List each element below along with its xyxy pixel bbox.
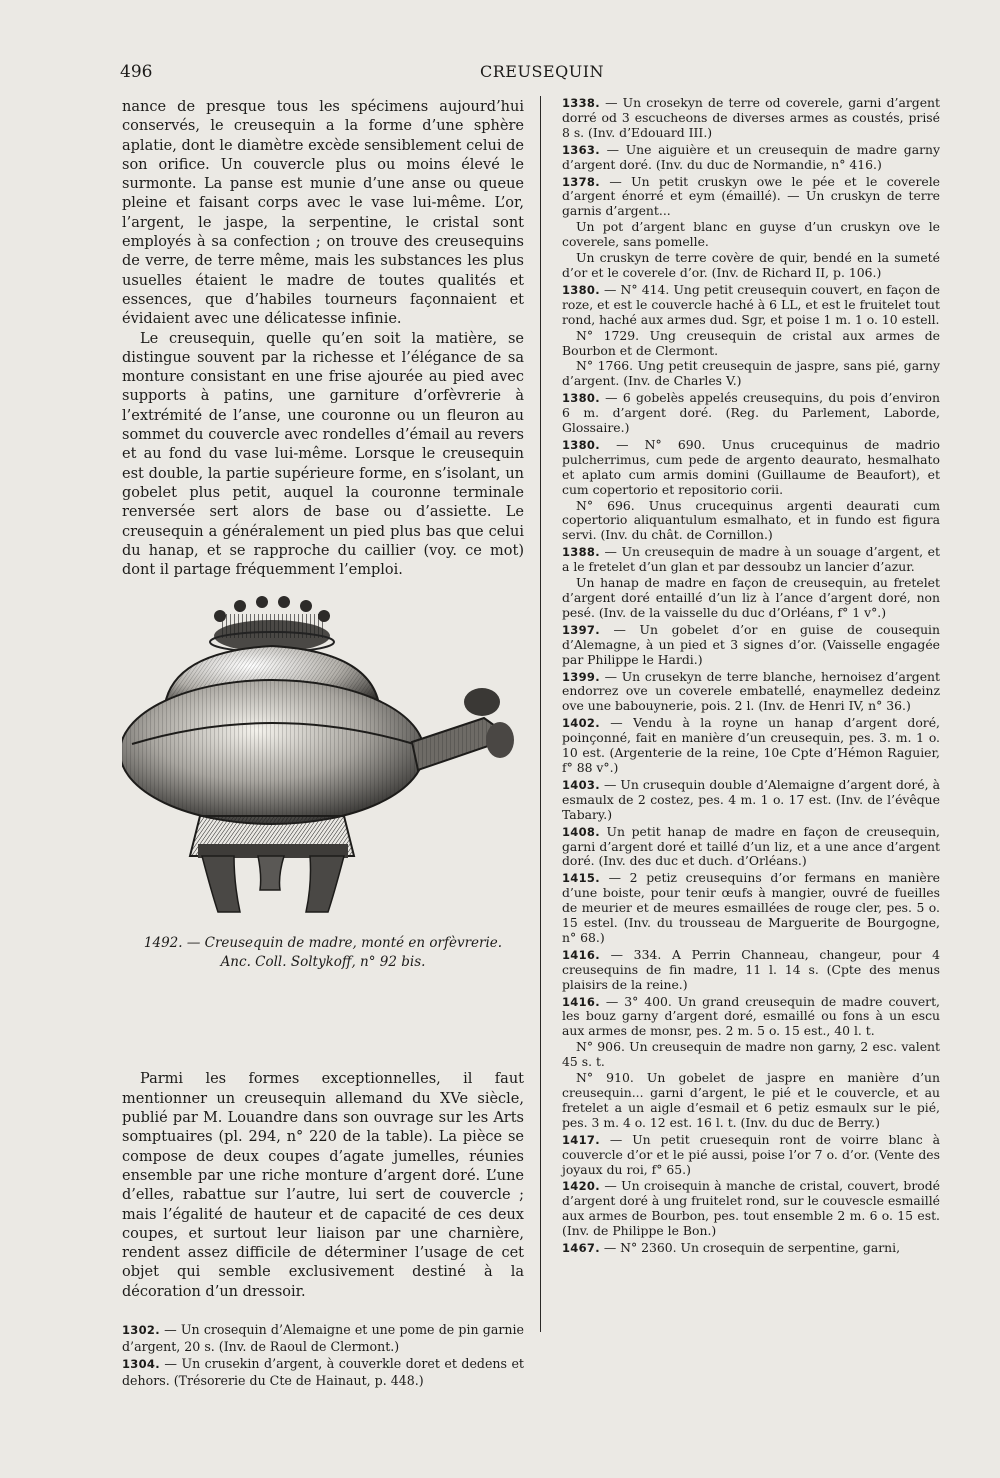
inventory-entry: [562, 220, 940, 250]
entry-text: N° 906. Un creusequin de madre non garny, 2 esc. valent 45 s. t.: [562, 1039, 940, 1070]
entry-year: 1380.: [562, 437, 600, 452]
inventory-entry: [562, 329, 940, 359]
inventory-entry: [562, 871, 940, 946]
entry-year: 1402.: [562, 716, 600, 731]
entry-text: — Une aiguière et un creusequin de madre garny d’argent doré. (Inv. du duc de Normandie, n° 416.): [562, 141, 940, 172]
inventory-entry: [562, 499, 940, 544]
entry-text: N° 1766. Ung petit creusequin de jaspre, sans pié, garny d’argent. (Inv. de Charles V.): [562, 358, 940, 389]
inventory-entry: [562, 1179, 940, 1239]
entry-text: — N° 2360. Un crosequin de serpentine, garni,: [599, 1240, 901, 1256]
page-number: 496: [120, 62, 153, 82]
inventory-entry: [562, 995, 940, 1040]
entry-text: — 334. A Perrin Channeau, changeur, pour 4 creusequins de fin madre, 11 l. 14 s. (Cpte des menus plaisirs de la reine.): [562, 946, 940, 992]
entry-text: — 6 gobelès appelés creusequins, du pois d’environ 6 m. d’argent doré. (Reg. du Parlement, Laborde, Glossaire.): [562, 390, 940, 436]
entry-text: — Un petit cruesequin ront de voirre blanc à couvercle d’or et le pié aussi, poise l’or 7 o. d’or. (Vente des joyaux du roi, f° 65.): [562, 1131, 940, 1177]
inventory-entry: [562, 623, 940, 668]
inventory-entry: [562, 359, 940, 389]
entry-text: Un hanap de madre en façon de creusequin, au fretelet d’argent doré entaillé d’un liz à l’ance d’argent doré, non pesé. (Inv. de la vaisselle du duc d’Orléans, f° 1 v°.): [562, 575, 940, 620]
entry-text: Un petit hanap de madre en façon de creusequin, garni d’argent doré et taillé d’un liz, et a une ance d’argent doré. (Inv. des duc et duch. d’Orléans.): [562, 823, 940, 869]
entry-year: 1378.: [562, 174, 600, 189]
entry-year: 1420.: [562, 1179, 600, 1194]
running-title: CREUSEQUIN: [480, 62, 605, 81]
inventory-entry: [562, 545, 940, 575]
entry-text: — N° 690. Unus crucequinus de madrio pulcherrimus, cum pede de argento deaurato, hesmalhato et aplato cum armis domini (Guillaume de Beaufort), et cum copertorio et repositorio corii.: [562, 436, 940, 497]
paragraph: Parmi les formes exceptionnelles, il faut mentionner un creusequin allemand du XVe siècle, publié par M. Louandre dans son ouvrage sur les Arts somptuaires (pl. 294, n° 220 de la table). La pièce se compose de deux coupes d’agate jumelles, réunies ensemble par une riche monture d’argent doré. L’une d’elles, rabattue sur l’autre, lui sert de couvercle ; mais l’égalité de hauteur et de capacité de ces deux coupes, et surtout leur liaison par une charnière, rendent assez difficile de déterminer l’usage de cet objet qui semble exclusivement destiné à la décoration d’un dressoir.: [122, 1071, 524, 1300]
entry-year: 1338.: [562, 96, 600, 110]
entry-text: — Un crusequin double d’Alemaigne d’argent doré, à esmaulx de 2 costez, pes. 4 m. 1 o. 17 est. (Inv. de l’évêque Tabary.): [562, 776, 940, 822]
inventory-entry: [562, 825, 940, 870]
inventory-entry: [562, 143, 940, 173]
paragraph: Le creusequin, quelle qu’en soit la matière, se distingue souvent par la richesse et l’élégance de sa monture consistant en une frise ajourée au pied avec supports à patins, une garniture d’orfèvrerie à l’extrémité de l’anse, une couronne ou un fleuron au sommet du couvercle avec rondelles d’émail au revers et au fond du vase lui-même. Lorsque le creusequin est double, la partie supérieure forme, en s’isolant, un gobelet plus petit, auquel la couronne terminale renversée sert alors de base ou d’assiette. Le creusequin a généralement un pied plus bas que celui du hanap, et se rapproche du caillier (voy. ce mot) dont il partage fréquemment l’emploi.: [122, 330, 524, 579]
foot-mount: [190, 816, 354, 912]
entry-year: 1388.: [562, 545, 600, 560]
entry-text: Un pot d’argent blanc en guyse d’un cruskyn ove le coverele, sans pomelle.: [562, 219, 940, 250]
entry-text: — Un petit cruskyn owe le pée et le coverele d’argent énorré et eym (émaillé). — Un cruskyn de terre garnis d’argent...: [562, 173, 940, 219]
entry-text: — 3° 400. Un grand creusequin de madre couvert, les bouz garny d’argent doré, esmaillé ou fons à un escu aux armes de monsr, pes. 2 m. 5 o. 15 est., 40 l. t.: [562, 993, 940, 1039]
inventory-entry: [562, 251, 940, 281]
inventory-entry: [562, 1040, 940, 1070]
figure-caption-line-1: 1492. — Creusequin de madre, monté en orfèvrerie.: [143, 935, 503, 952]
figure-caption-line-2: Anc. Coll. Soltykoff, n° 92 bis.: [220, 954, 426, 971]
entry-year: 1415.: [562, 871, 600, 886]
entry-text: N° 696. Unus crucequinus argenti deaurati cum copertorio aliquantulum esmalhato, et in fundo est figura servi. (Inv. du chât. de Cornillon.): [562, 497, 940, 543]
right-column: [562, 96, 940, 1258]
entry-text: Un cruskyn de terre covère de quir, bendé en la sumeté d’or et le coverele d’or. (Inv. de Richard II, p. 106.): [562, 250, 940, 280]
entry-year: 1363.: [562, 142, 600, 157]
entry-year: 1416.: [562, 947, 600, 962]
vase-body: [122, 680, 424, 824]
entry-year: 1399.: [562, 669, 600, 684]
figure-creusequin: [122, 594, 524, 1046]
entry-text: N° 1729. Ung creusequin de cristal aux armes de Bourbon et de Clermont.: [562, 327, 940, 358]
entry-text: — Un croisequin à manche de cristal, couvert, brodé d’argent doré à ung fruitelet rond, sur le couvescle esmaillé aux armes de Bourbon, pes. tout ensemble 2 m. 6 o. 15 est. (Inv. de Philippe le Bon.): [562, 1178, 940, 1239]
crown-finial: [210, 596, 334, 652]
entry-year: 1403.: [562, 777, 600, 792]
handle: [412, 688, 514, 770]
inventory-entry: [562, 778, 940, 823]
left-column: [122, 98, 524, 1390]
entry-text: — Vendu à la royne un hanap d’argent doré, poinçonné, fait en manière d’un creusequin, pes. 3. m. 1 o. 10 est. (Argenterie de la reine, 10e Cpte d’Hémon Raguier, f° 88 v°.): [562, 715, 940, 775]
entry-year: 1380.: [562, 282, 600, 297]
entry-year: 1416.: [562, 994, 600, 1009]
column-rule: [540, 96, 541, 1332]
entry-year: 1408.: [562, 824, 600, 839]
entry-text: — Un creusequin de madre à un souage d’argent, et a le fretelet d’un glan et par dessoubz un lancier d’azur.: [562, 544, 940, 575]
creusequin-engraving: [122, 594, 524, 1046]
entry-year: 1380.: [562, 391, 600, 406]
entry-text: — Un crusekyn de terre blanche, hernoisez d’argent endorrez ove un coverele embatellé, enaymellez dedeinz ove une babouynerie, pois. 2 l. (Inv. de Henri IV, n° 36.): [562, 668, 940, 714]
entry-year: 1417.: [562, 1132, 600, 1147]
inventory-entry: 1304. — Un crusekin d’argent, à couverkle doret et dedens et dehors. (Trésorerie du Cte de Hainaut, p. 448.): [122, 1356, 524, 1388]
inventory-entry: [562, 1133, 940, 1178]
left-entries: [122, 1322, 524, 1388]
inventory-entry: [562, 1071, 940, 1131]
inventory-entry: [562, 948, 940, 993]
inventory-entry: 1302. — Un crosequin d’Alemaigne et une pome de pin garnie d’argent, 20 s. (Inv. de Raoul de Clermont.): [122, 1321, 524, 1354]
entry-text: N° 910. Un gobelet de jaspre en manière d’un creusequin... garni d’argent, le pié et le couvercle, et au fretelet a un aigle d’esmail et 6 petiz esmaulx sur le pié, pes. 3 m. 4 o. 12 est. 16 l. t. (Inv. du duc de Berry.): [562, 1070, 940, 1130]
inventory-entry: [562, 670, 940, 715]
inventory-entry: [562, 716, 940, 776]
entry-text: — N° 414. Ung petit creusequin couvert, en façon de roze, et est le couvercle haché à 6 LL, et est le fruitelet tout rond, haché aux armes dud. Sgr, et poise 1 m. 1 o. 10 estell.: [562, 281, 940, 327]
entry-text: — Un crosekyn de terre od coverele, garni d’argent dorré od 3 escucheons de diverses armes as coustés, prisé 8 s. (Inv. d’Edouard III.): [562, 95, 940, 140]
entry-text: — Un gobelet d’or en guise de cousequin d’Alemagne, à un pied et 3 signes d’or. (Vaisselle engagée par Philippe le Hardi.): [562, 621, 940, 667]
inventory-entry: [562, 576, 940, 621]
entry-text: — 2 petiz creusequins d’or fermans en manière d’une boiste, pour tenir œufs à mangier, ouvré de fueilles de meurier et de meures esmaillées de rouge cler, pes. 5 o. 15 estel. (Inv. du trousseau de Marguerite de Bourgogne, n° 68.): [562, 870, 940, 945]
inventory-entry: [562, 283, 940, 328]
inventory-entry: [562, 175, 940, 220]
inventory-entry: [562, 391, 940, 436]
paragraph: nance de presque tous les spécimens aujourd’hui conservés, le creusequin a la forme d’une sphère aplatie, dont le diamètre excède sensiblement celui de son orifice. Un couvercle plus ou moins élevé le surmonte. La panse est munie d’une anse ou queue pleine et faisant corps avec le vase lui-même. L’or, l’argent, le jaspe, la serpentine, le cristal sont employés à sa confection ; on trouve des creusequins de verre, de terre même, mais les substances les plus usuelles étaient le madre de toutes qualités et essences, que d’habiles tourneurs façonnaient et évidaient avec une délicatesse infinie.: [122, 99, 524, 328]
inventory-entry: [562, 1241, 940, 1256]
inventory-entry: [562, 96, 940, 141]
inventory-entry: [562, 438, 940, 498]
entry-year: 1467.: [562, 1241, 600, 1256]
entry-year: 1397.: [562, 622, 600, 637]
